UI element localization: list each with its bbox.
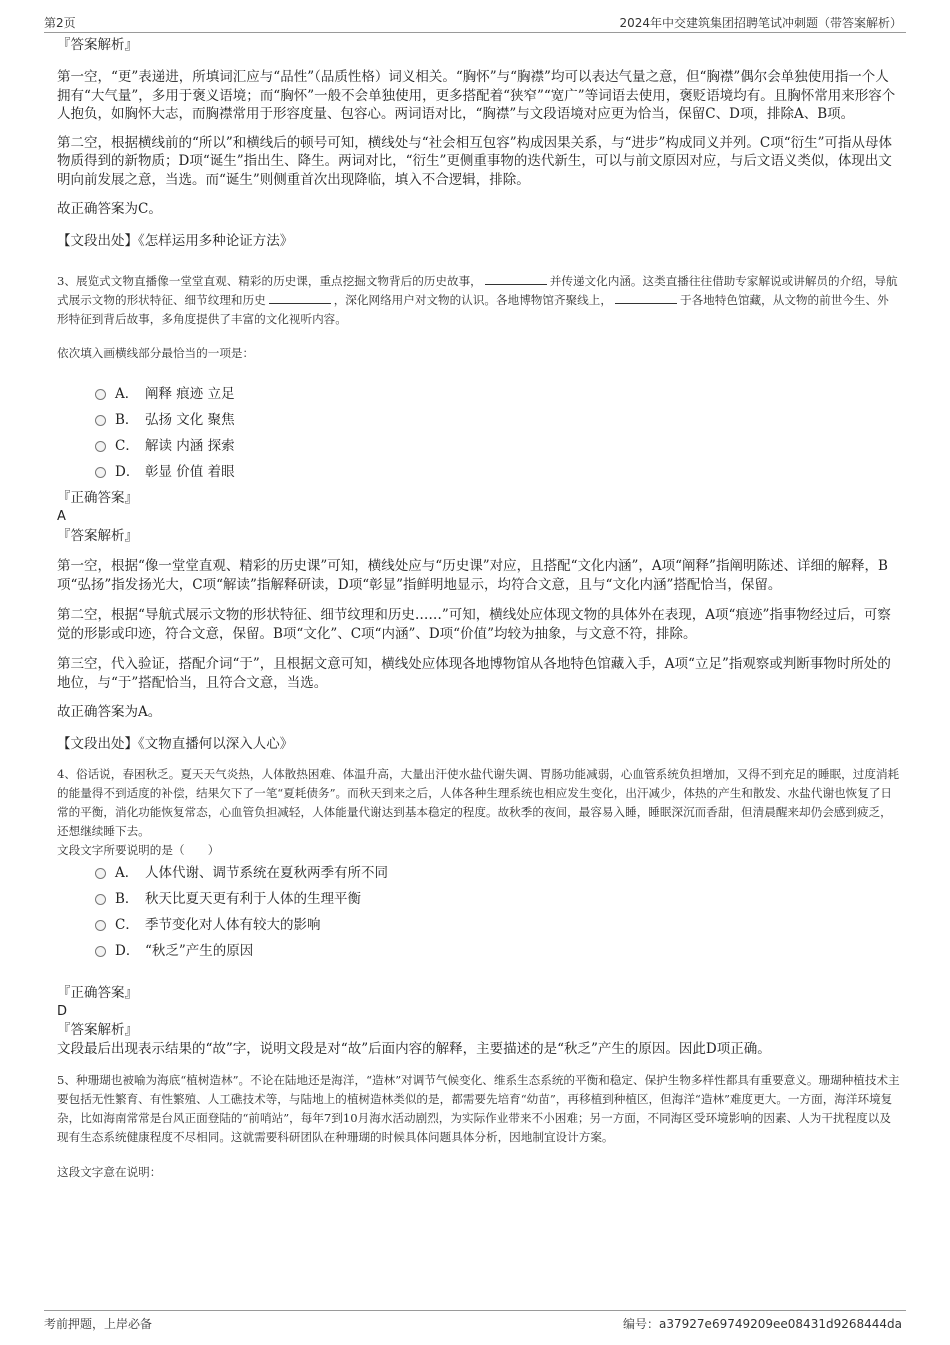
- q2-source: 【文段出处】《怎样运用多种论证方法》: [57, 232, 294, 249]
- q3-correct-label: 『正确答案』: [57, 490, 138, 506]
- q4-stem: 4、俗话说，春困秋乏。夏天天气炎热，人体散热困难、体温升高，大量出汗使水盐代谢失调、胃肠功能减弱，心血管系统负担增加，又得不到充足的睡眠，过度消耗的能量得不到适度的补偿，结果欠下了一笔“夏耗债务”。而秋天到来之后，人体各种生理系统也相应发生变化，出汗减少，体热的产生和散发、水盐代谢也恢复了日常的平衡，消化功能恢复常态，心血管负担减轻，人体能量代谢达到基本稳定的程度。故秋季的夜间，最容易入睡，睡眠深沉而香甜，但清晨醒来却仍会感到疲乏，还想继续睡下去。: [57, 767, 900, 838]
- option-b[interactable]: B． 秋天比夏天更有利于人体的生理平衡: [95, 886, 900, 912]
- option-c[interactable]: C． 季节变化对人体有较大的影响: [95, 912, 900, 938]
- blank-1: [485, 272, 547, 285]
- q4-prompt: 文段文字所要说明的是（ ）: [57, 843, 220, 857]
- option-d[interactable]: D． “秋乏”产生的原因: [95, 938, 900, 964]
- option-c[interactable]: C． 解读 内涵 探索: [95, 433, 900, 459]
- q2-conclusion: 故正确答案为C。: [57, 201, 162, 217]
- q3-analysis-p2: 第二空，根据“导航式展示文物的形状特征、细节纹理和历史……”可知，横线处应体现文物的具体外在表现，A项“痕迹”指事物经过后，可察觉的形影或印迹，符合文意，保留。B项“文化”、C项“内涵”、D项“价值”均较为抽象，与文意不符，排除。: [57, 607, 891, 642]
- blank-2: [269, 291, 331, 304]
- q3-correct-answer: A: [57, 509, 66, 524]
- q3-analysis-p3: 第三空，代入验证，搭配介词“于”，且根据文意可知，横线处应体现各地博物馆从各地特色馆藏入手，A项“立足”指观察或判断事物时所处的地位，与“于”搭配恰当，且符合文意，当选。: [57, 656, 891, 691]
- page-number: 第2页: [44, 16, 76, 30]
- footer-slogan: 考前押题，上岸必备: [44, 1317, 153, 1331]
- radio-icon[interactable]: [95, 894, 106, 905]
- q2-analysis-label: 『答案解析』: [57, 37, 138, 53]
- option-a[interactable]: A． 人体代谢、调节系统在夏秋两季有所不同: [95, 860, 900, 886]
- q2-analysis-p1: 第一空，“更”表递进，所填词汇应与“品性”（品质性格）词义相关。“胸怀”与“胸襟”均可以表达气量之意，但“胸襟”偶尔会单独使用指一个人拥有“大气量”，多用于褒义语境；而“胸怀”一般不会单独使用，更多搭配着“狭窄”“宽广”等词语去使用，褒贬语境均有。且胸怀常用来形容个人抱负，如胸怀大志，而胸襟常用于形容度量、包容心。两词语对比，“胸襟”与文段语境对应更为恰当，保留C、D项，排除A、B项。: [57, 69, 896, 122]
- document-title: 2024年中交建筑集团招聘笔试冲刺题（带答案解析）: [619, 16, 902, 30]
- q4-correct-label: 『正确答案』: [57, 985, 138, 1001]
- q3-analysis-label: 『答案解析』: [57, 528, 138, 544]
- blank-3: [615, 291, 677, 304]
- option-b[interactable]: B． 弘扬 文化 聚焦: [95, 407, 900, 433]
- radio-icon[interactable]: [95, 467, 106, 478]
- q4-options: [95, 860, 900, 964]
- page-header: [44, 12, 906, 33]
- q3-prompt: 依次填入画横线部分最恰当的一项是：: [57, 346, 255, 360]
- q4-analysis-label: 『答案解析』: [57, 1022, 138, 1038]
- radio-icon[interactable]: [95, 441, 106, 452]
- q2-analysis-p2: 第二空，根据横线前的“所以”和横线后的顿号可知，横线处与“社会相互包容”构成因果关系，与“进步”构成同义并列。C项“衍生”可指从母体物质得到的新物质；D项“诞生”指出生、降生。两词对比，“衍生”更侧重事物的迭代新生，可以与前文原因对应，与后文语义类似，体现出文明向前发展之意，当选。而“诞生”则侧重首次出现降临，填入不合逻辑，排除。: [57, 134, 893, 188]
- q3-source: 【文段出处】《文物直播何以深入人心》: [57, 735, 294, 752]
- content: [57, 36, 900, 1182]
- q5-stem: 5、种珊瑚也被喻为海底“植树造林”。不论在陆地还是海洋，“造林”对调节气候变化、维系生态系统的平衡和稳定、保护生物多样性都具有重要意义。珊瑚种植技术主要包括无性繁育、有性繁殖、人工礁技术等，与陆地上的植树造林类似的是，都需要先培育“幼苗”，再移植到种植区，但海洋“造林”难度更大。一方面，海洋环境复杂，比如海南常常是台风正面登陆的“前哨站”，每年7到10月海水活动剧烈，为实际作业带来不小困难；另一方面，不同海区受环境影响的因素、人为干扰程度以及现有生态系统健康程度不尽相同。这就需要科研团队在种珊瑚的时候具体问题具体分析，因地制宜设计方案。: [57, 1072, 900, 1144]
- q4-correct-answer: D: [57, 1004, 68, 1019]
- option-a[interactable]: A． 阐释 痕迹 立足: [95, 381, 900, 407]
- option-d[interactable]: D． 彰显 价值 着眼: [95, 459, 900, 485]
- q3-stem: 3、展览式文物直播像一堂堂直观、精彩的历史课，重点挖掘文物背后的历史故事， 并传递文化内涵。这类直播往往借助专家解说或讲解员的介绍，导航式展示文物的形状特征、细节纹理和历史 ，深化网络用户对文物的认识。各地博物馆齐聚线上， 于各地特色馆藏，从文物的前世今生、外形特征到背后故事，多角度提供了丰富的文化视听内容。: [57, 274, 898, 326]
- q3-conclusion: 故正确答案为A。: [57, 704, 162, 720]
- radio-icon[interactable]: [95, 946, 106, 957]
- q3-analysis-p1: 第一空，根据“像一堂堂直观、精彩的历史课”可知，横线处应与“历史课”对应，且搭配“文化内涵”，A项“阐释”指阐明陈述、详细的解释，B项“弘扬”指发扬光大，C项“解读”指解释研读，D项“彰显”指鲜明地显示，均符合文意，且与“文化内涵”搭配恰当，保留。: [57, 558, 888, 593]
- radio-icon[interactable]: [95, 920, 106, 931]
- page-footer: [44, 1310, 906, 1331]
- footer-code: 编号：a37927e69749209ee08431d9268444da: [623, 1317, 902, 1331]
- radio-icon[interactable]: [95, 415, 106, 426]
- q3-options: [95, 381, 900, 485]
- q5-prompt: 这段文字意在说明：: [57, 1164, 162, 1179]
- radio-icon[interactable]: [95, 389, 106, 400]
- q4-analysis: 文段最后出现表示结果的“故”字，说明文段是对“故”后面内容的解释，主要描述的是“秋乏”产生的原因。因此D项正确。: [57, 1041, 771, 1057]
- radio-icon[interactable]: [95, 868, 106, 879]
